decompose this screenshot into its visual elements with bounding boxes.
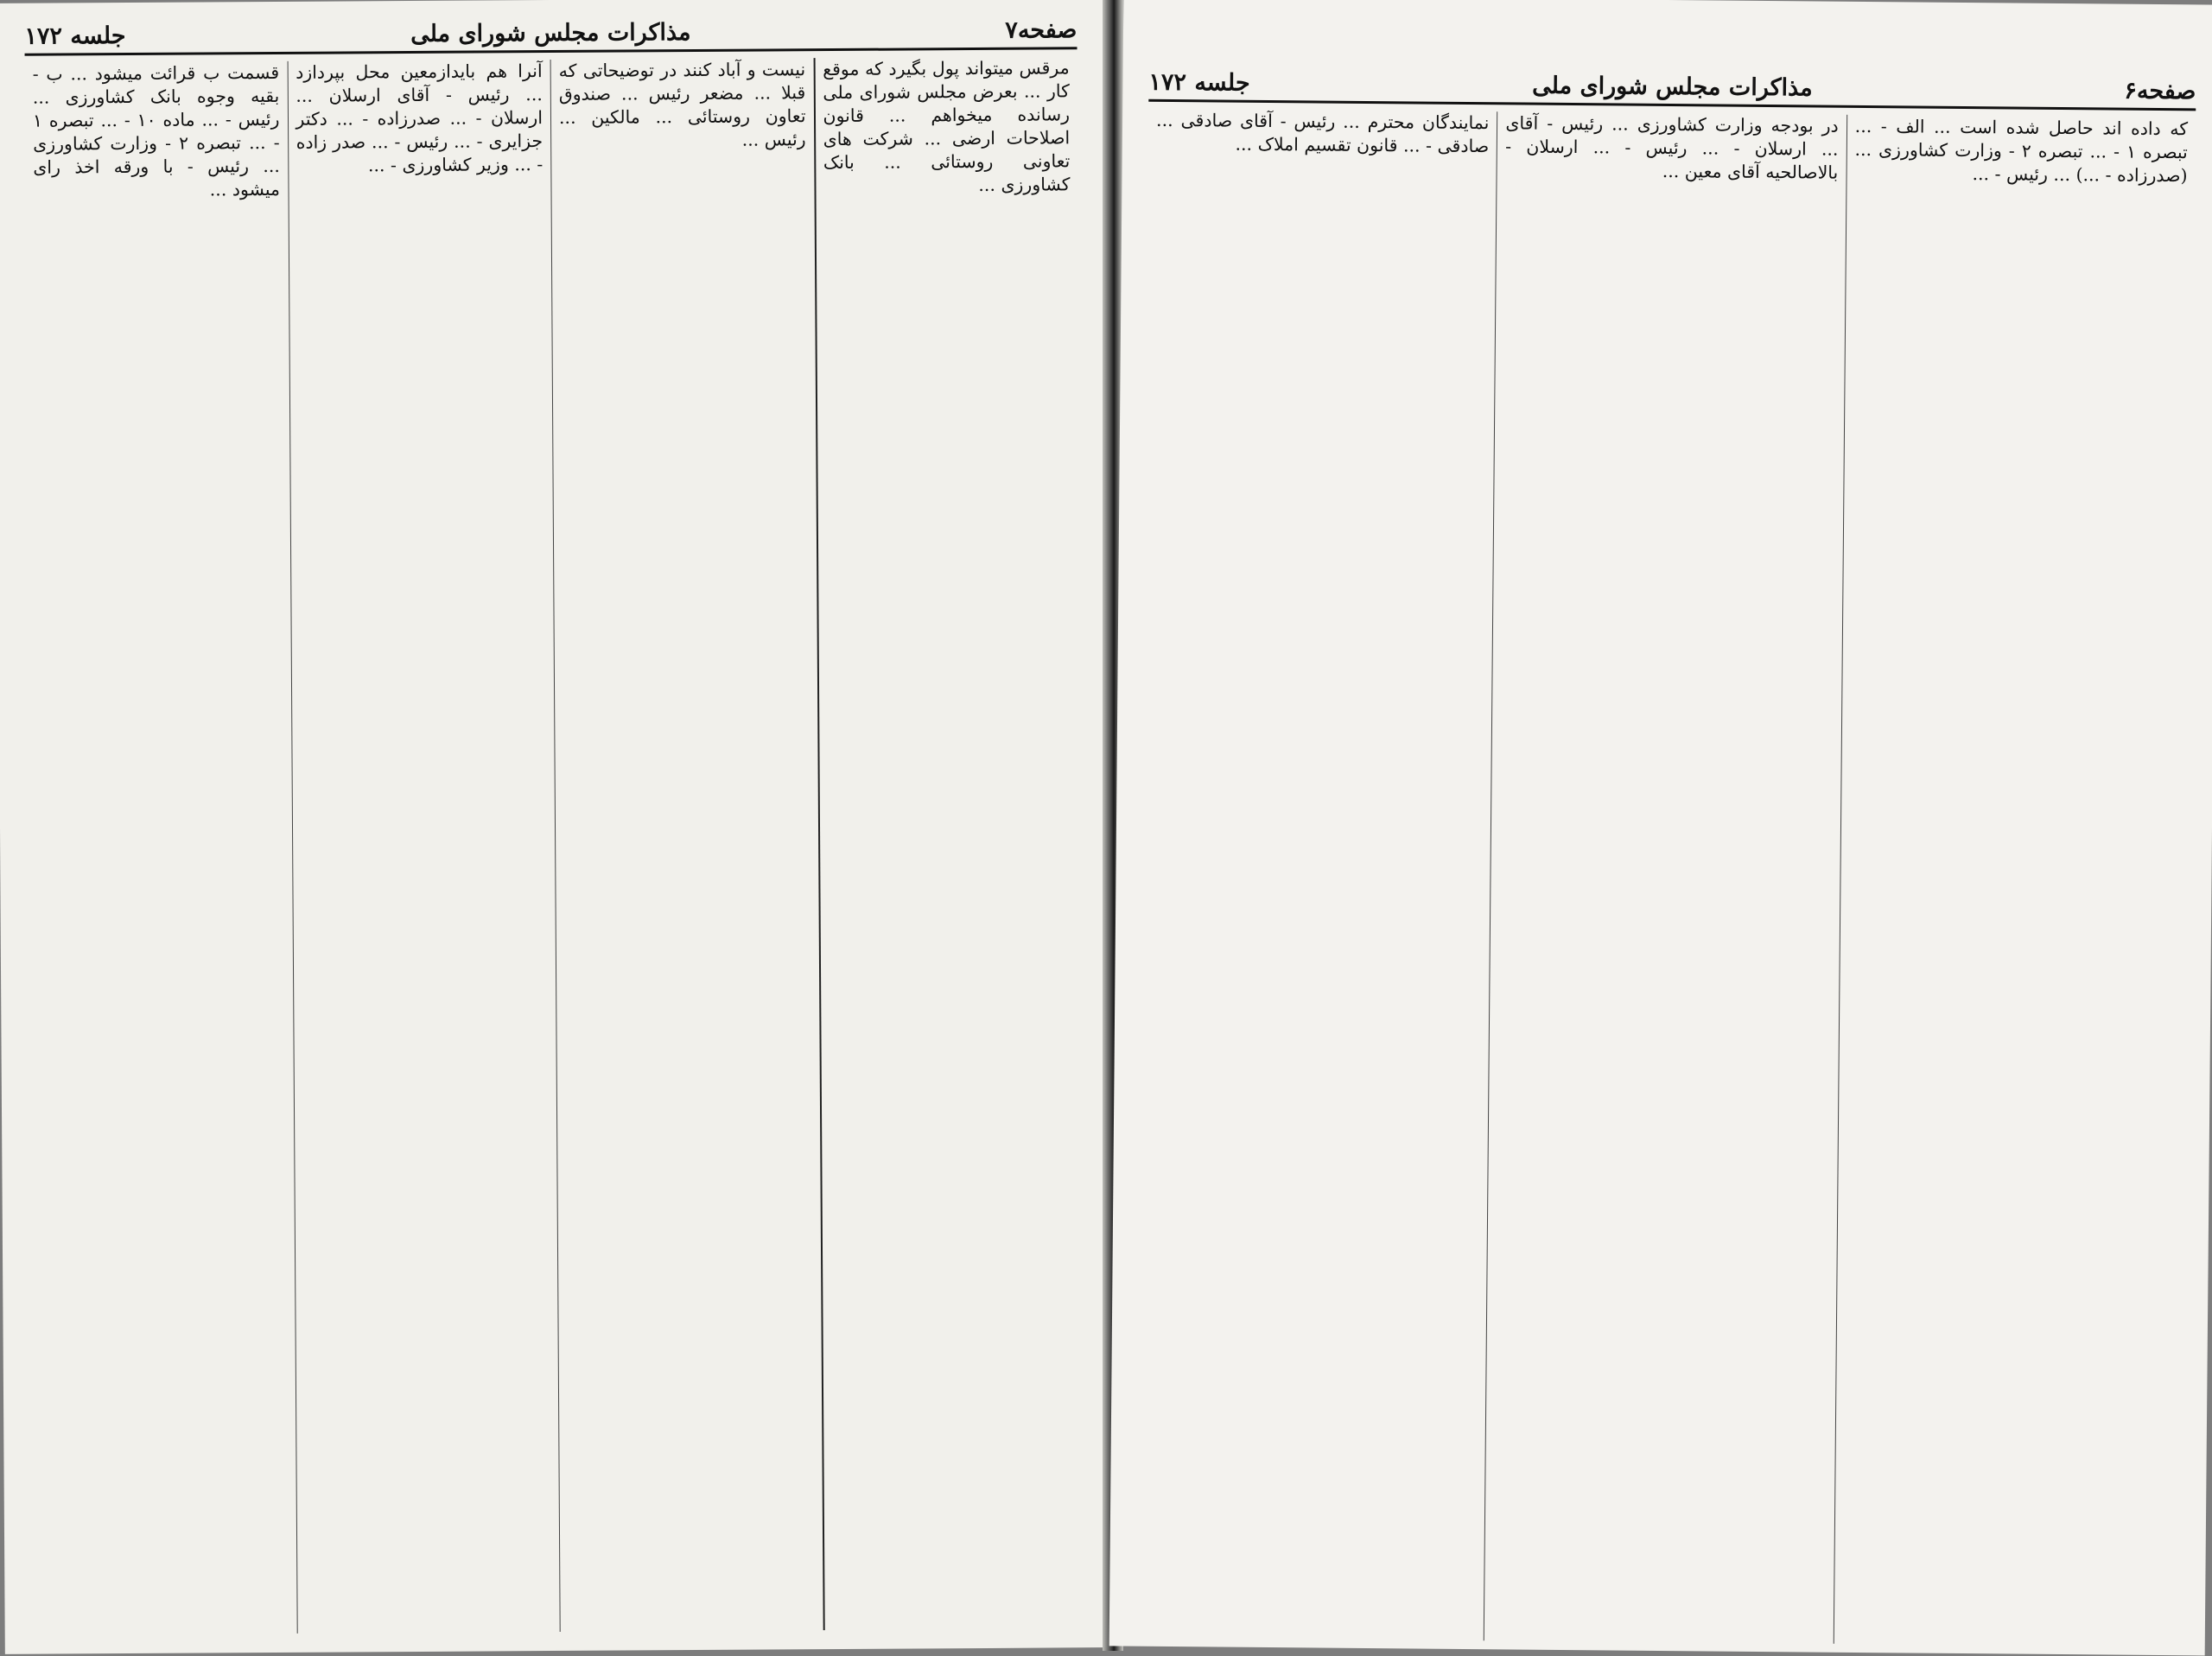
column-text: در بودجه وزارت کشاورزی ... رئیس - آقای ... ارسلان - ... رئیس - ... ارسلان - بالاصالحیه آقای معین ... [1505,112,1839,183]
page-number: صفحه۶ [2124,77,2196,105]
left-page-columns [25,56,1087,1634]
right-page-columns [1135,109,2196,1647]
text-column-1 [813,56,1087,1630]
column-text: مرقس میتواند پول بگیرد که موقع کار ... بعرض مجلس شورای ملی رسانده میخواهم ... قانون اصلاحات ارضی ... شرکت های تعاونی روستائی ... بانک کشاورزی ... [823,57,1071,195]
text-column-2 [550,58,823,1632]
column-text: که داده اند حاصل شده است ... الف - ... تبصره ۱ - ... تبصره ۲ - وزارت کشاورزی ... (صدرزاده - ...) ... رئیس - ... [1854,115,2189,187]
page-number: صفحه۷ [1005,16,1077,44]
left-page-header [24,16,1077,55]
column-text: نمایندگان محترم ... رئیس - آقای صادقی ... صادقی - ... قانون تقسیم املاک ... [1156,109,1490,157]
column-text: نیست و آباد کنند در توضیحاتی که قبلا ... مضعر رئیس ... صندوق تعاون روستائی ... مالکین ... رئیس ... [558,59,806,150]
session-number: جلسه ۱۷۲ [1148,68,1250,97]
session-number: جلسه ۱۷۲ [24,22,126,50]
right-page [1109,0,2212,1655]
text-column-1 [1833,115,2196,1646]
text-column-2 [1484,111,1847,1643]
newspaper-title: مذاکرات مجلس شورای ملی [1532,72,1813,102]
column-text: آنرا هم بایدازمعین محل بپردازد ... رئیس - آقای ارسلان ... ارسلان - ... صدرزاده - ... دکتر جزایری - ... رئیس - ... صدر زاده - ... وزیر کشاورزی - ... [296,60,543,176]
column-text: قسمت ب قرائت میشود ... ب - بقیه وجوه بانک کشاورزی ... رئیس - ... ماده ۱۰ - ... تبصره ۱ - ... تبصره ۲ - وزارت کشاورزی ... رئیس - با ورقه اخذ رای میشود ... [32,61,281,200]
right-page-header [1148,68,2196,111]
text-column-3 [1135,109,1497,1640]
text-column-4 [25,61,297,1635]
newspaper-title: مذاکرات مجلس شورای ملی [410,19,691,48]
text-column-3 [287,60,560,1634]
